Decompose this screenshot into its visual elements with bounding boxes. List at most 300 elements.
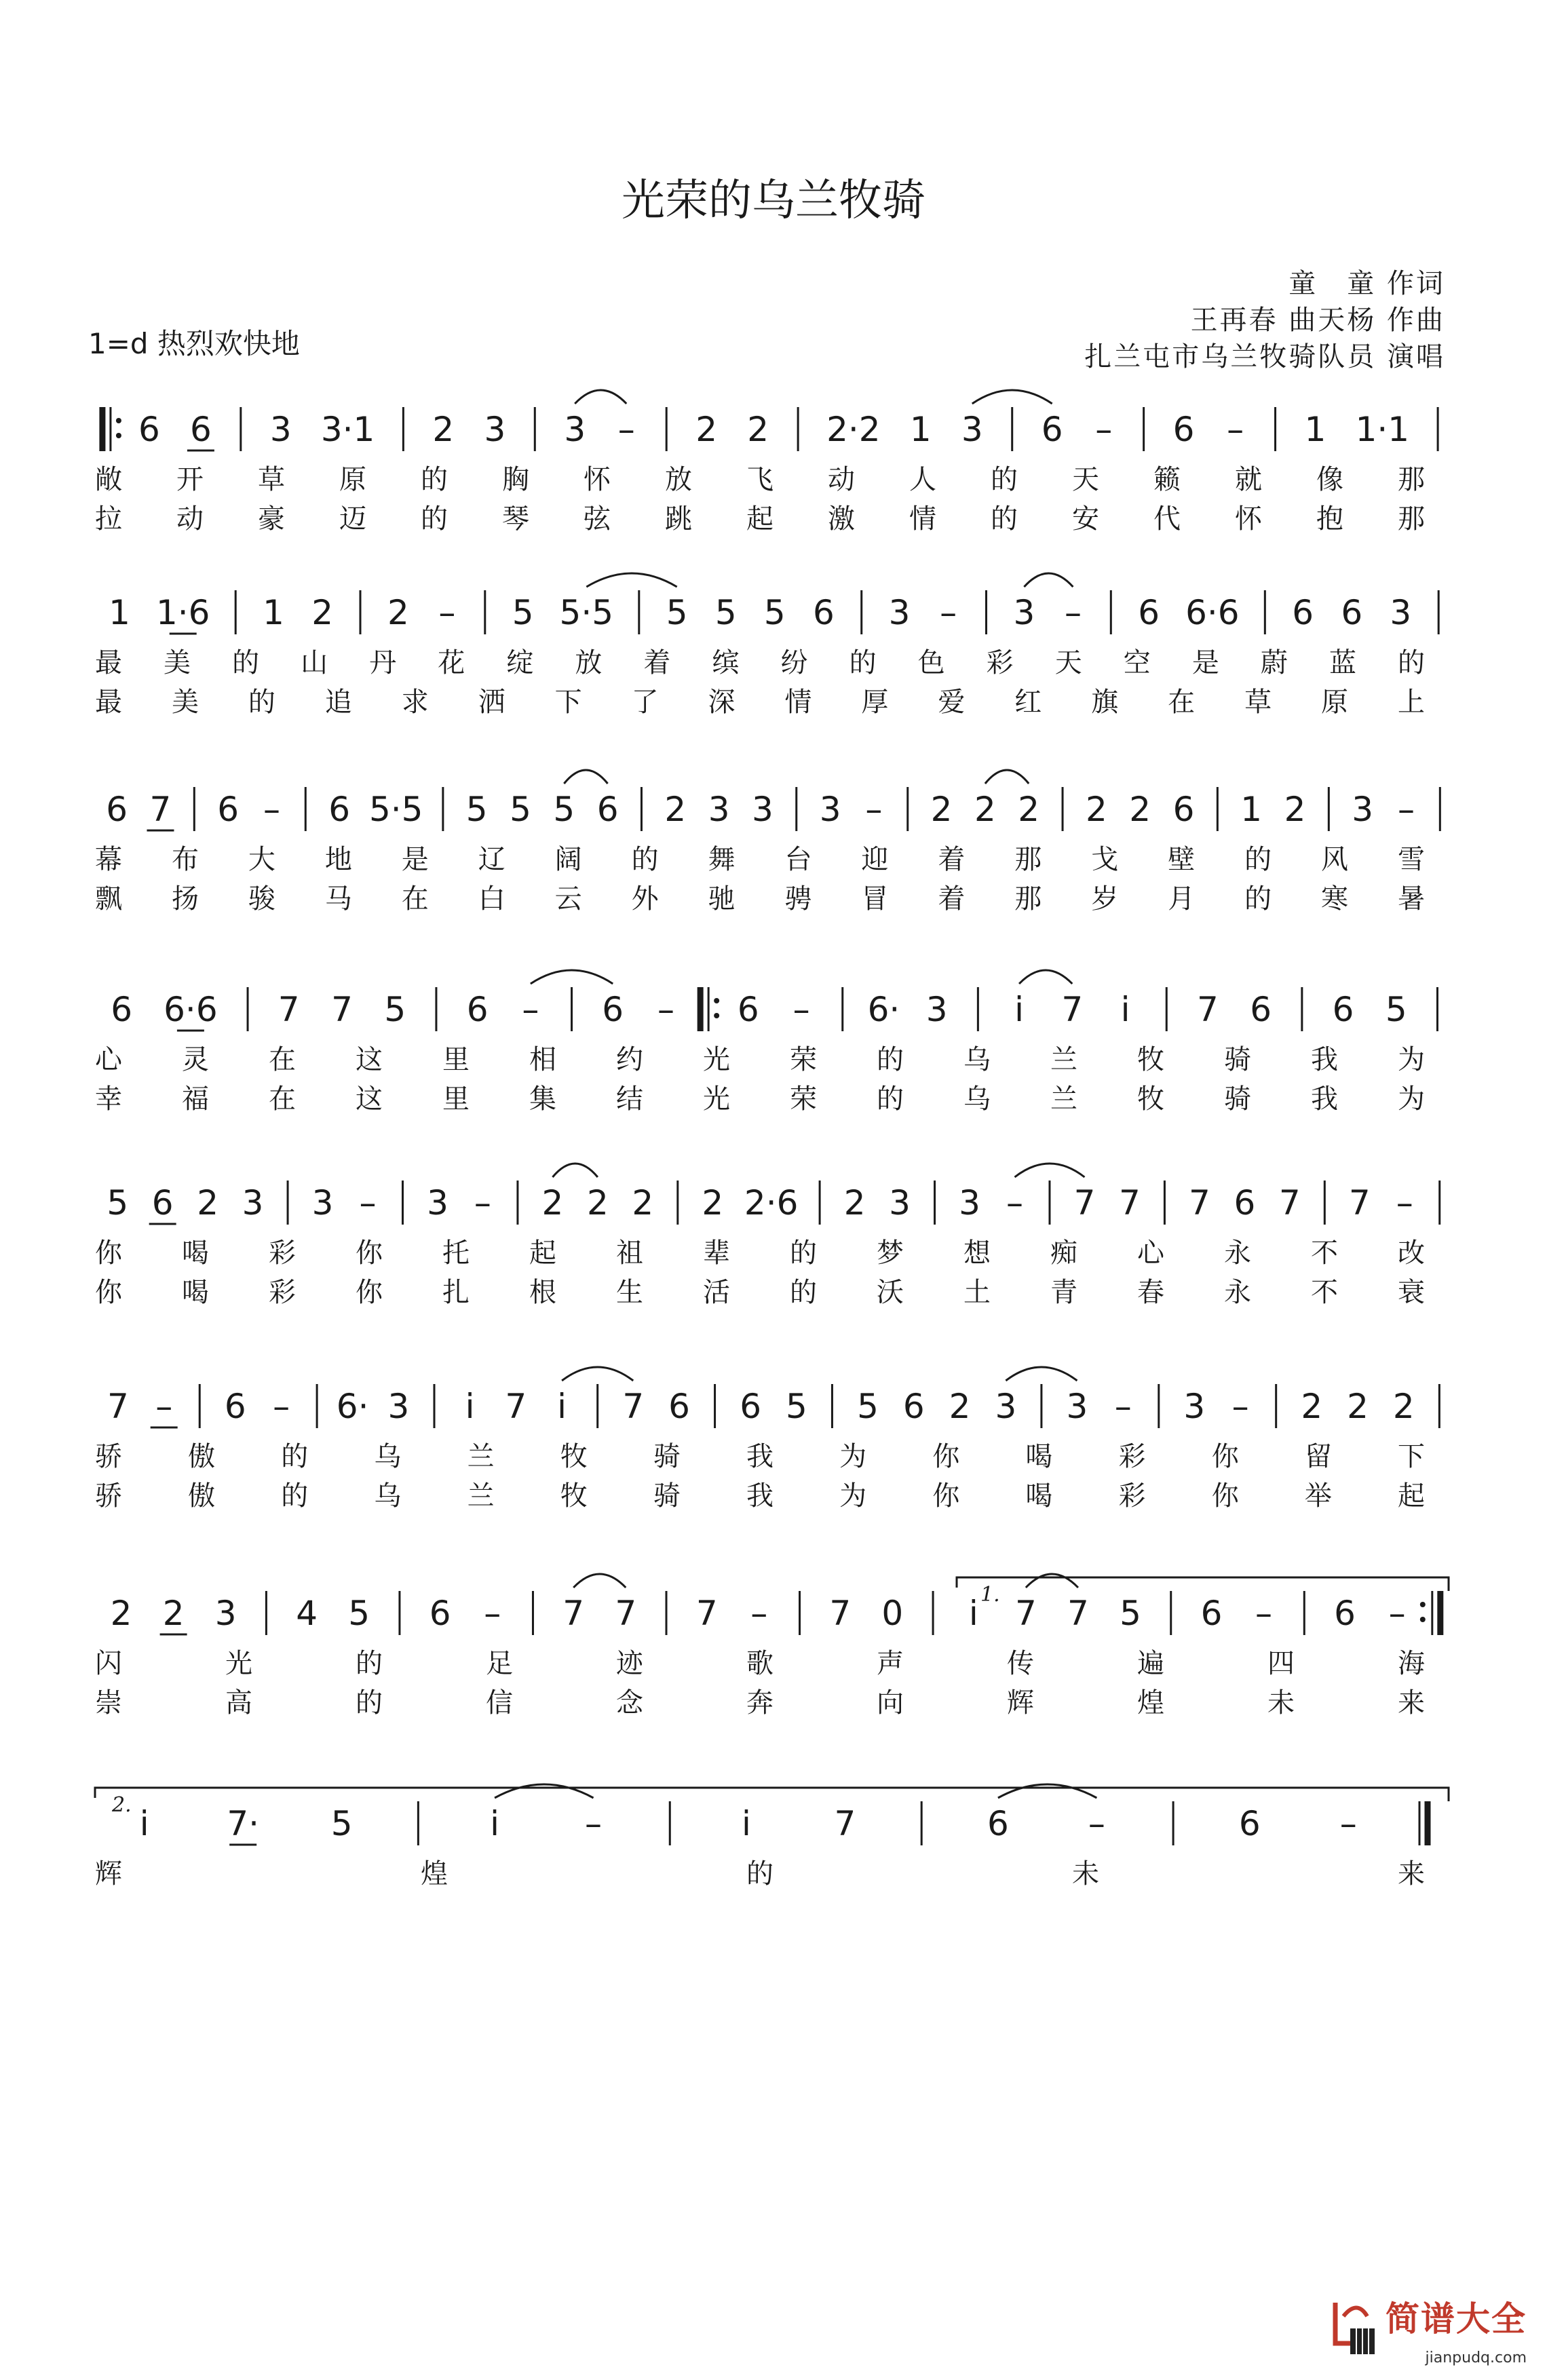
lyric-verse-2-char: 激 — [828, 503, 855, 535]
lyric-verse-2-char: 着 — [938, 883, 966, 915]
note: 3 — [889, 1183, 911, 1223]
lyric-verse-1-char: 花 — [438, 647, 465, 678]
note: 7· — [227, 1804, 260, 1843]
lyric-verse-2-char: 的 — [991, 503, 1018, 535]
lyric-verse-2-char: 的 — [1244, 883, 1272, 915]
note: 2 — [110, 1594, 132, 1633]
note: – — [1006, 1183, 1023, 1223]
lyric-verse-1-char: 怀 — [584, 464, 611, 495]
note: – — [750, 1594, 768, 1633]
lyric-verse-2-char: 动 — [176, 503, 204, 535]
lyric-verse-1-char: 的 — [281, 1441, 309, 1472]
note: 2 — [747, 410, 769, 449]
lyric-verse-2-char: 荣 — [790, 1083, 817, 1115]
lyric-verse-1-char: 骑 — [653, 1441, 681, 1472]
lyric-verse-2-char: 你 — [932, 1480, 960, 1512]
lyric-verse-1-char: 想 — [963, 1237, 991, 1269]
note: 2 — [702, 1183, 724, 1223]
lyric-verse-1-char: 在 — [269, 1044, 296, 1075]
lyric-verse-1-char: 的 — [849, 647, 877, 678]
lyric-verse-2-char: 上 — [1398, 687, 1425, 718]
lyric-verse-1-char: 色 — [917, 647, 945, 678]
second-ending-bracket — [95, 1788, 1449, 1801]
lyric-verse-2-char: 豪 — [258, 503, 285, 535]
note: 6 — [1200, 1594, 1223, 1633]
lyric-verse-1-char: 灵 — [182, 1044, 209, 1075]
lyric-verse-2-char: 驰 — [708, 883, 736, 915]
lyric-verse-2-char: 的 — [790, 1277, 817, 1308]
lyric-verse-1-char: 这 — [356, 1044, 383, 1075]
lyric-verse-2-char: 喝 — [1025, 1480, 1053, 1512]
note: 2 — [197, 1183, 219, 1223]
lyric-verse-1-char: 海 — [1398, 1648, 1425, 1679]
lyric-verse-2-char: 最 — [95, 687, 122, 718]
note: 2 — [1347, 1387, 1369, 1426]
lyric-verse-2-char: 的 — [877, 1083, 904, 1115]
lyric-verse-1-char: 你 — [932, 1441, 960, 1472]
lyric-verse-2-char: 追 — [324, 687, 352, 718]
note: 7 — [331, 990, 353, 1029]
lyric-verse-2-char: 牧 — [1137, 1083, 1164, 1115]
note: 5 — [553, 790, 575, 829]
lyric-verse-2-char: 冒 — [861, 883, 889, 915]
lyric-verse-1-char: 煌 — [421, 1858, 448, 1889]
lyric-verse-1-char: 四 — [1267, 1648, 1295, 1679]
lyricist-credit: 童 童 作词 — [1288, 268, 1445, 299]
lyric-verse-2-char: 向 — [877, 1687, 904, 1719]
note: 1 — [1240, 790, 1263, 829]
lyric-verse-1-char: 蓝 — [1329, 647, 1356, 678]
lyric-verse-1-char: 飞 — [746, 464, 774, 495]
note: – — [617, 410, 635, 449]
lyric-verse-2-char: 岁 — [1091, 883, 1119, 915]
lyric-verse-1-char: 舞 — [708, 844, 736, 875]
lyric-verse-2-char: 月 — [1168, 883, 1196, 915]
lyric-verse-2-char: 喝 — [182, 1277, 209, 1308]
lyric-verse-1-char: 的 — [991, 464, 1018, 495]
lyric-verse-2-char: 你 — [95, 1277, 122, 1308]
note: 6·6 — [164, 990, 218, 1029]
note: 6 — [224, 1387, 246, 1426]
slur — [1024, 573, 1073, 587]
lyric-verse-1-char: 骑 — [1224, 1044, 1251, 1075]
lyric-verse-1-char: 天 — [1072, 464, 1099, 495]
lyric-verse-1-char: 壁 — [1168, 844, 1196, 875]
lyric-verse-1-char: 辽 — [478, 844, 505, 875]
note: 7 — [829, 1594, 852, 1633]
note: 7 — [1061, 990, 1084, 1029]
note: 3 — [387, 1387, 410, 1426]
lyric-verse-2-char: 未 — [1267, 1687, 1295, 1719]
lyric-verse-2-char: 飘 — [95, 883, 122, 915]
second-ending-label: 2. — [112, 1793, 132, 1817]
note: – — [1114, 1387, 1132, 1426]
note: 2 — [1085, 790, 1107, 829]
lyric-verse-1-char: 傲 — [188, 1441, 216, 1472]
lyric-verse-1-char: 纷 — [780, 647, 808, 678]
slur — [985, 770, 1029, 784]
lyric-verse-1-char: 永 — [1224, 1237, 1251, 1269]
lyric-verse-1-char: 的 — [631, 844, 659, 875]
note: 2 — [949, 1387, 971, 1426]
lyric-verse-2-char: 辉 — [1007, 1687, 1034, 1719]
lyric-verse-1-char: 喝 — [1025, 1441, 1053, 1472]
note: 3 — [242, 1183, 264, 1223]
lyric-verse-1-char: 迎 — [861, 844, 889, 875]
lyric-verse-1-char: 放 — [575, 647, 603, 678]
lyric-verse-2-char: 彩 — [269, 1277, 296, 1308]
lyric-verse-2-char: 你 — [356, 1277, 383, 1308]
note: 6 — [1292, 593, 1314, 632]
repeat-dot — [1420, 1602, 1426, 1607]
note: – — [1088, 1804, 1105, 1843]
lyric-verse-1-char: 放 — [665, 464, 692, 495]
note: 6 — [1341, 593, 1363, 632]
note: 6 — [1172, 790, 1195, 829]
note: 5 — [857, 1387, 879, 1426]
lyric-verse-2-char: 福 — [182, 1083, 209, 1115]
note: 2 — [1284, 790, 1306, 829]
lyric-verse-1-char: 幕 — [95, 844, 122, 875]
note: – — [657, 990, 674, 1029]
lyric-verse-1-char: 空 — [1123, 647, 1151, 678]
performer-credit: 扎兰屯市乌兰牧骑队员 演唱 — [1084, 341, 1445, 372]
lyric-verse-2-char: 里 — [442, 1083, 470, 1115]
note: 2 — [311, 593, 334, 632]
lyric-verse-1-char: 胸 — [502, 464, 529, 495]
note: 3 — [995, 1387, 1017, 1426]
note: 2 — [632, 1183, 654, 1223]
note: 5 — [465, 790, 488, 829]
lyric-verse-2-char: 怀 — [1235, 503, 1262, 535]
lyric-verse-2-char: 春 — [1137, 1277, 1164, 1308]
lyric-verse-1-char: 未 — [1072, 1858, 1099, 1889]
note: 2 — [843, 1183, 866, 1223]
note: 3 — [214, 1594, 237, 1633]
lyric-verse-2-char: 我 — [1311, 1083, 1338, 1115]
note: 3 — [269, 410, 292, 449]
lyric-verse-1-char: 痴 — [1050, 1237, 1077, 1269]
lyric-verse-2-char: 扎 — [442, 1277, 470, 1308]
song-title: 光荣的乌兰牧骑 — [622, 176, 925, 226]
note: i — [968, 1594, 978, 1633]
slur — [998, 1784, 1096, 1798]
note: 5 — [1385, 990, 1407, 1029]
note: – — [1397, 790, 1415, 829]
lyric-verse-2-char: 抱 — [1316, 503, 1343, 535]
lyric-verse-1-char: 兰 — [1050, 1044, 1077, 1075]
lyric-verse-1-char: 原 — [339, 464, 366, 495]
note: 5 — [763, 593, 786, 632]
lyric-verse-1-char: 喝 — [182, 1237, 209, 1269]
note: – — [865, 790, 883, 829]
lyric-verse-1-char: 彩 — [986, 647, 1014, 678]
slur — [495, 1784, 593, 1798]
lyric-verse-2-char: 原 — [1321, 687, 1349, 718]
note: – — [263, 790, 280, 829]
lyric-verse-1-char: 声 — [877, 1648, 904, 1679]
lyric-verse-2-char: 迈 — [339, 503, 366, 535]
lyric-verse-2-char: 高 — [225, 1687, 252, 1719]
lyric-verse-2-char: 的 — [281, 1480, 309, 1512]
note: 1 — [109, 593, 130, 632]
lyric-verse-2-char: 在 — [401, 883, 429, 915]
lyric-verse-1-char: 山 — [301, 647, 328, 678]
lyric-verse-1-char: 像 — [1316, 464, 1343, 495]
lyric-verse-1-char: 传 — [1007, 1648, 1034, 1679]
lyric-verse-2-char: 旗 — [1091, 687, 1119, 718]
note: 5 — [330, 1804, 353, 1843]
note: – — [940, 593, 957, 632]
lyric-verse-2-char: 骑 — [653, 1480, 681, 1512]
note: 7 — [695, 1594, 718, 1633]
note: 2·6 — [744, 1183, 799, 1223]
piano-logo-icon — [1330, 2296, 1377, 2357]
lyric-verse-1-char: 是 — [401, 844, 429, 875]
note: 1·6 — [155, 593, 210, 632]
lyric-verse-2-char: 幸 — [95, 1083, 122, 1115]
note: – — [1396, 1183, 1413, 1223]
note: 2 — [586, 1183, 609, 1223]
note: 6 — [1238, 1804, 1261, 1843]
note: 7 — [1067, 1594, 1089, 1633]
lyric-verse-1-char: 骄 — [95, 1441, 122, 1472]
lyric-verse-1-char: 的 — [1244, 844, 1272, 875]
lyric-verse-2-char: 情 — [909, 503, 936, 535]
lyric-verse-2-char: 代 — [1153, 503, 1181, 535]
note: 6 — [138, 410, 160, 449]
slur — [586, 573, 676, 587]
lyric-verse-1-char: 地 — [324, 844, 352, 875]
lyric-verse-1-char: 台 — [784, 844, 812, 875]
lyric-verse-2-char: 红 — [1014, 687, 1042, 718]
note: 6· — [336, 1387, 369, 1426]
note: i — [1120, 990, 1130, 1029]
lyric-verse-1-char: 下 — [1398, 1441, 1425, 1472]
lyric-verse-2-char: 土 — [963, 1277, 991, 1308]
lyric-verse-1-char: 留 — [1304, 1441, 1332, 1472]
lyric-verse-1-char: 草 — [258, 464, 285, 495]
slur — [573, 1574, 626, 1588]
lyric-verse-2-char: 情 — [784, 687, 812, 718]
note: 6 — [429, 1594, 451, 1633]
lyric-verse-2-char: 根 — [529, 1277, 556, 1308]
note: – — [1227, 410, 1244, 449]
lyric-verse-2-char: 崇 — [95, 1687, 122, 1719]
lyric-verse-2-char: 煌 — [1137, 1687, 1164, 1719]
lyric-verse-1-char: 的 — [790, 1237, 817, 1269]
note: 6 — [812, 593, 835, 632]
slur — [564, 770, 607, 784]
lyric-verse-1-char: 光 — [703, 1044, 730, 1075]
composer-credit: 王再春 曲天杨 作曲 — [1190, 305, 1445, 336]
note: 5 — [666, 593, 688, 632]
note: 3·1 — [320, 410, 375, 449]
note: 7 — [1278, 1183, 1301, 1223]
note: – — [1231, 1387, 1249, 1426]
lyric-verse-2-char: 了 — [631, 687, 659, 718]
note: 7 — [505, 1387, 527, 1426]
note: 3 — [1013, 593, 1035, 632]
lyric-verse-1-char: 不 — [1311, 1237, 1338, 1269]
lyric-verse-1-char: 托 — [442, 1237, 470, 1269]
note: 6 — [1234, 1183, 1256, 1223]
lyric-verse-2-char: 在 — [1168, 687, 1196, 718]
note: 3 — [961, 410, 983, 449]
note: 3 — [959, 1183, 980, 1223]
lyric-verse-2-char: 骏 — [248, 883, 275, 915]
lyric-verse-1-char: 遍 — [1137, 1648, 1164, 1679]
note: – — [155, 1387, 173, 1426]
lyric-verse-2-char: 牧 — [560, 1480, 588, 1512]
note: i — [139, 1804, 149, 1843]
repeat-dot — [714, 998, 719, 1003]
note: 6 — [189, 410, 212, 449]
lyric-verse-1-char: 祖 — [616, 1237, 643, 1269]
note: 2 — [664, 790, 687, 829]
lyric-verse-1-char: 丹 — [369, 647, 397, 678]
lyric-verse-2-char: 永 — [1224, 1277, 1251, 1308]
lyric-verse-2-char: 美 — [171, 687, 199, 718]
note: 2 — [432, 410, 455, 449]
lyric-verse-2-char: 弦 — [584, 503, 611, 535]
note: 7 — [1189, 1183, 1210, 1223]
lyric-verse-2-char: 乌 — [963, 1083, 991, 1115]
note: 6 — [737, 990, 759, 1029]
lyric-verse-1-char: 美 — [164, 647, 191, 678]
note: 6· — [867, 990, 900, 1029]
lyric-verse-2-char: 洒 — [478, 687, 505, 718]
slur — [552, 1164, 597, 1177]
lyric-verse-2-char: 深 — [708, 687, 736, 718]
lyric-verse-2-char: 我 — [746, 1480, 774, 1512]
note: 3 — [1066, 1387, 1088, 1426]
lyric-verse-1-char: 的 — [877, 1044, 904, 1075]
note: 2 — [930, 790, 953, 829]
key-and-tempo: 1=d 热烈欢快地 — [88, 327, 300, 360]
lyric-verse-1-char: 动 — [828, 464, 855, 495]
note: 6 — [1250, 990, 1272, 1029]
lyric-verse-2-char: 的 — [356, 1687, 383, 1719]
note: 6 — [1334, 1594, 1356, 1633]
note: – — [1388, 1594, 1406, 1633]
lyric-verse-1-char: 里 — [442, 1044, 470, 1075]
note: 6 — [328, 790, 351, 829]
lyric-verse-1-char: 那 — [1398, 464, 1425, 495]
note: i — [742, 1804, 751, 1843]
lyric-verse-1-char: 蔚 — [1260, 647, 1288, 678]
note: – — [474, 1183, 491, 1223]
note: 3 — [564, 410, 586, 449]
lyric-verse-1-char: 着 — [643, 647, 671, 678]
note: 3 — [708, 790, 730, 829]
lyric-verse-1-char: 迹 — [616, 1648, 643, 1679]
lyric-verse-2-char: 扬 — [171, 883, 199, 915]
note: 6 — [1172, 410, 1195, 449]
note: 5 — [512, 593, 534, 632]
note: 5 — [510, 790, 531, 829]
lyric-verse-1-char: 缤 — [712, 647, 740, 678]
lyric-verse-2-char: 集 — [529, 1083, 556, 1115]
note: 6 — [151, 1183, 174, 1223]
lyric-verse-1-char: 辉 — [95, 1858, 122, 1889]
lyric-verse-2-char: 念 — [616, 1687, 643, 1719]
lyric-verse-1-char: 约 — [616, 1044, 643, 1075]
watermark-logo — [1330, 2292, 1527, 2366]
note: 2 — [1129, 790, 1151, 829]
note: 2 — [1018, 790, 1040, 829]
note: 6 — [106, 790, 128, 829]
note: i — [1014, 990, 1024, 1029]
lyric-verse-2-char: 马 — [324, 883, 352, 915]
lyric-verse-1-char: 心 — [1137, 1237, 1164, 1269]
note: 3 — [752, 790, 774, 829]
repeat-dot — [116, 418, 121, 423]
lyric-verse-2-char: 骄 — [95, 1480, 122, 1512]
note: 6 — [602, 990, 624, 1029]
slur — [562, 1367, 633, 1381]
lyric-verse-2-char: 活 — [703, 1277, 730, 1308]
note: 3 — [427, 1183, 448, 1223]
lyric-verse-1-char: 布 — [171, 844, 199, 875]
lyric-verse-2-char: 光 — [703, 1083, 730, 1115]
lyric-verse-2-char: 信 — [486, 1687, 513, 1719]
note: 7 — [1119, 1183, 1141, 1223]
lyric-verse-2-char: 云 — [554, 883, 582, 915]
lyric-verse-1-char: 人 — [909, 464, 936, 495]
note: – — [585, 1804, 603, 1843]
lyric-verse-1-char: 光 — [225, 1648, 252, 1679]
lyric-verse-1-char: 我 — [1311, 1044, 1338, 1075]
lyric-verse-2-char: 拉 — [95, 503, 122, 535]
lyric-verse-2-char: 结 — [616, 1083, 643, 1115]
note: 6 — [987, 1804, 1009, 1843]
note: 5 — [107, 1183, 129, 1223]
note: 7 — [1073, 1183, 1096, 1223]
note: 5 — [384, 990, 406, 1029]
note: 2 — [541, 1183, 564, 1223]
lyric-verse-1-char: 最 — [95, 647, 122, 678]
lyric-verse-1-char: 相 — [529, 1044, 556, 1075]
note: 0 — [881, 1594, 904, 1633]
lyric-verse-1-char: 的 — [232, 647, 260, 678]
lyric-verse-2-char: 骋 — [784, 883, 812, 915]
note: 3 — [484, 410, 506, 449]
note: 3 — [1352, 790, 1374, 829]
note: 1·1 — [1355, 410, 1410, 449]
note: 6 — [1332, 990, 1354, 1029]
lyric-verse-1-char: 闪 — [95, 1648, 122, 1679]
note: – — [522, 990, 539, 1029]
lyric-verse-1-char: 心 — [95, 1044, 122, 1075]
lyric-verse-1-char: 为 — [839, 1441, 867, 1472]
note: 7 — [562, 1594, 585, 1633]
note: 5 — [1120, 1594, 1141, 1633]
note: 2 — [695, 410, 718, 449]
lyric-verse-1-char: 你 — [1211, 1441, 1239, 1472]
lyric-verse-1-char: 我 — [746, 1441, 774, 1472]
note: – — [1339, 1804, 1357, 1843]
lyric-verse-1-char: 乌 — [963, 1044, 991, 1075]
lyric-verse-2-char: 兰 — [1050, 1083, 1077, 1115]
note: 2·2 — [826, 410, 881, 449]
note: 6·6 — [1185, 593, 1240, 632]
lyric-verse-2-char: 青 — [1050, 1277, 1077, 1308]
lyric-verse-2-char: 彩 — [1118, 1480, 1146, 1512]
lyric-verse-2-char: 你 — [1211, 1480, 1239, 1512]
note: – — [359, 1183, 377, 1223]
note: 2 — [162, 1594, 185, 1633]
